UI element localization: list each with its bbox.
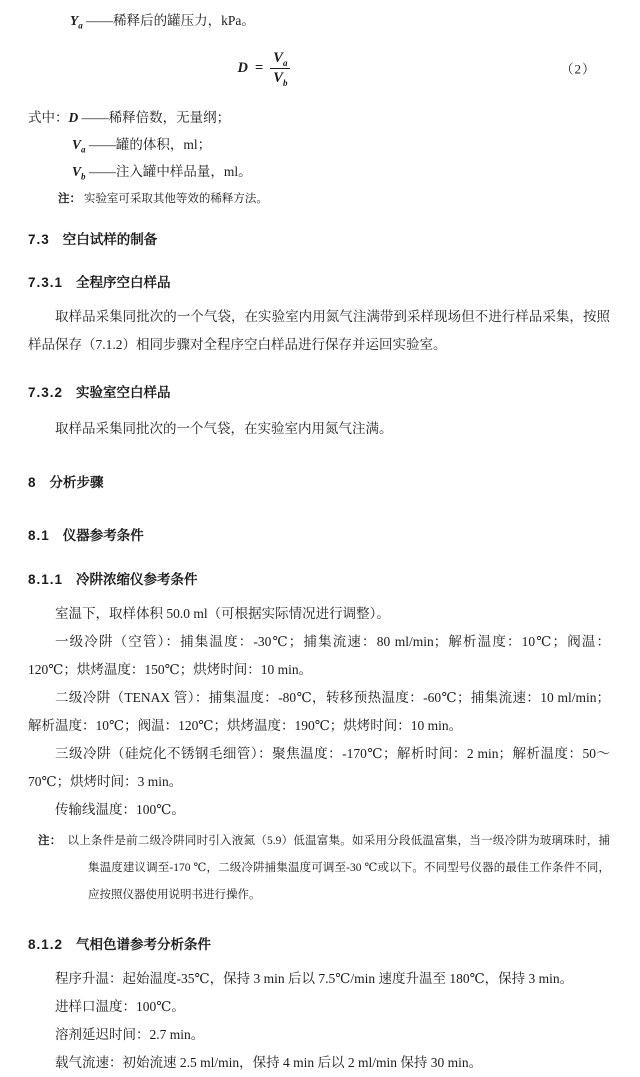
symbol-ya-desc: ——稀释后的罐压力，kPa。 <box>86 13 255 28</box>
heading-8-1: 8.1 仪器参考条件 <box>28 528 144 543</box>
paragraph-7-3-2: 取样品采集同批次的一个气袋，在实验室内用氮气注满。 <box>55 421 393 436</box>
fraction-numerator: $V_a$ <box>270 50 290 69</box>
note-text: 实验室可采取其他等效的稀释方法。 <box>83 193 268 205</box>
where-item-vb: $V_b$ ——注入罐中样品量，ml。 <box>72 164 252 182</box>
condition-line: 溶剂延迟时间：2.7 min。 <box>55 1027 205 1042</box>
where-item-va: $V_a$ ——罐的体积，ml； <box>72 137 212 155</box>
heading-8-1-2: 8.1.2 气相色谱参考分析条件 <box>28 937 212 952</box>
condition-line: 室温下，取样体积 50.0 ml（可根据实际情况进行调整）。 <box>55 606 390 621</box>
where-label: 式中： <box>28 110 69 125</box>
heading-7-3-1: 7.3.1 全程序空白样品 <box>28 275 171 290</box>
equation-equals: = <box>255 59 264 76</box>
note-label: 注： <box>38 835 62 847</box>
conditions-8-1-1 <box>28 600 610 824</box>
condition-line: 传输线温度：100℃。 <box>55 802 185 817</box>
note-8-1-1 <box>28 828 610 909</box>
conditions-8-1-2 <box>28 965 610 1077</box>
paragraph-7-3-1: 取样品采集同批次的一个气袋，在实验室内用氮气注满带到采样现场但不进行样品采集，按照样品保存（7.1.2）相同步骤对全程序空白样品进行保存并运回实验室。 <box>28 309 610 352</box>
equation-fraction <box>270 50 290 86</box>
symbol-ya-var: Y <box>70 13 79 28</box>
equation-number: （2） <box>560 61 596 77</box>
formula-note <box>28 187 610 212</box>
note-text: 以上条件是前二级冷阱同时引入液氮（5.9）低温富集。如采用分段低温富集，当一级冷阱为玻璃珠时，捕集温度建议调至-170 ℃，二级冷阱捕集温度可调至-30 ℃或以下。不同型号仪器的最佳工作条件不同，应按照仪器使用说明书进行操作。 <box>67 835 611 901</box>
symbol-ya-sub: a <box>78 20 83 31</box>
heading-8: 8 分析步骤 <box>28 475 104 490</box>
equation-row <box>28 44 610 92</box>
equation-lhs: D <box>237 59 249 76</box>
condition-line: 进样口温度：100℃。 <box>55 999 185 1014</box>
where-item-d: 式中：D ——稀释倍数，无量纲； <box>28 110 231 125</box>
fraction-denominator: $V_b$ <box>273 69 288 88</box>
condition-line: 载气流速：初始流速 2.5 ml/min，保持 4 min 后以 2 ml/min 保持 30 min。 <box>55 1055 483 1070</box>
symbol-definition-ya <box>28 8 610 34</box>
note-label: 注： <box>58 193 81 205</box>
equation <box>238 50 291 86</box>
condition-line: 程序升温：起始温度-35℃，保持 3 min 后以 7.5℃/min 速度升温至 180℃，保持 3 min。 <box>55 971 574 986</box>
heading-8-1-1: 8.1.1 冷阱浓缩仪参考条件 <box>28 572 198 587</box>
condition-line: 一级冷阱（空管）：捕集温度：-30℃；捕集流速：80 ml/min；解析温度：10℃；阀温：120℃；烘烤温度：150℃；烘烤时间：10 min。 <box>28 634 610 677</box>
where-clause <box>28 104 610 185</box>
condition-line: 二级冷阱（TENAX 管）：捕集温度：-80℃，转移预热温度：-60℃；捕集流速：10 ml/min；解析温度：10℃；阀温：120℃；烘烤温度：190℃；烘烤时间：10 min。 <box>28 690 610 733</box>
condition-line: 三级冷阱（硅烷化不锈钢毛细管）：聚焦温度：-170℃；解析时间：2 min；解析温度：50～70℃；烘烤时间：3 min。 <box>28 746 610 789</box>
heading-7-3: 7.3 空白试样的制备 <box>28 232 158 247</box>
heading-7-3-2: 7.3.2 实验室空白样品 <box>28 385 171 400</box>
